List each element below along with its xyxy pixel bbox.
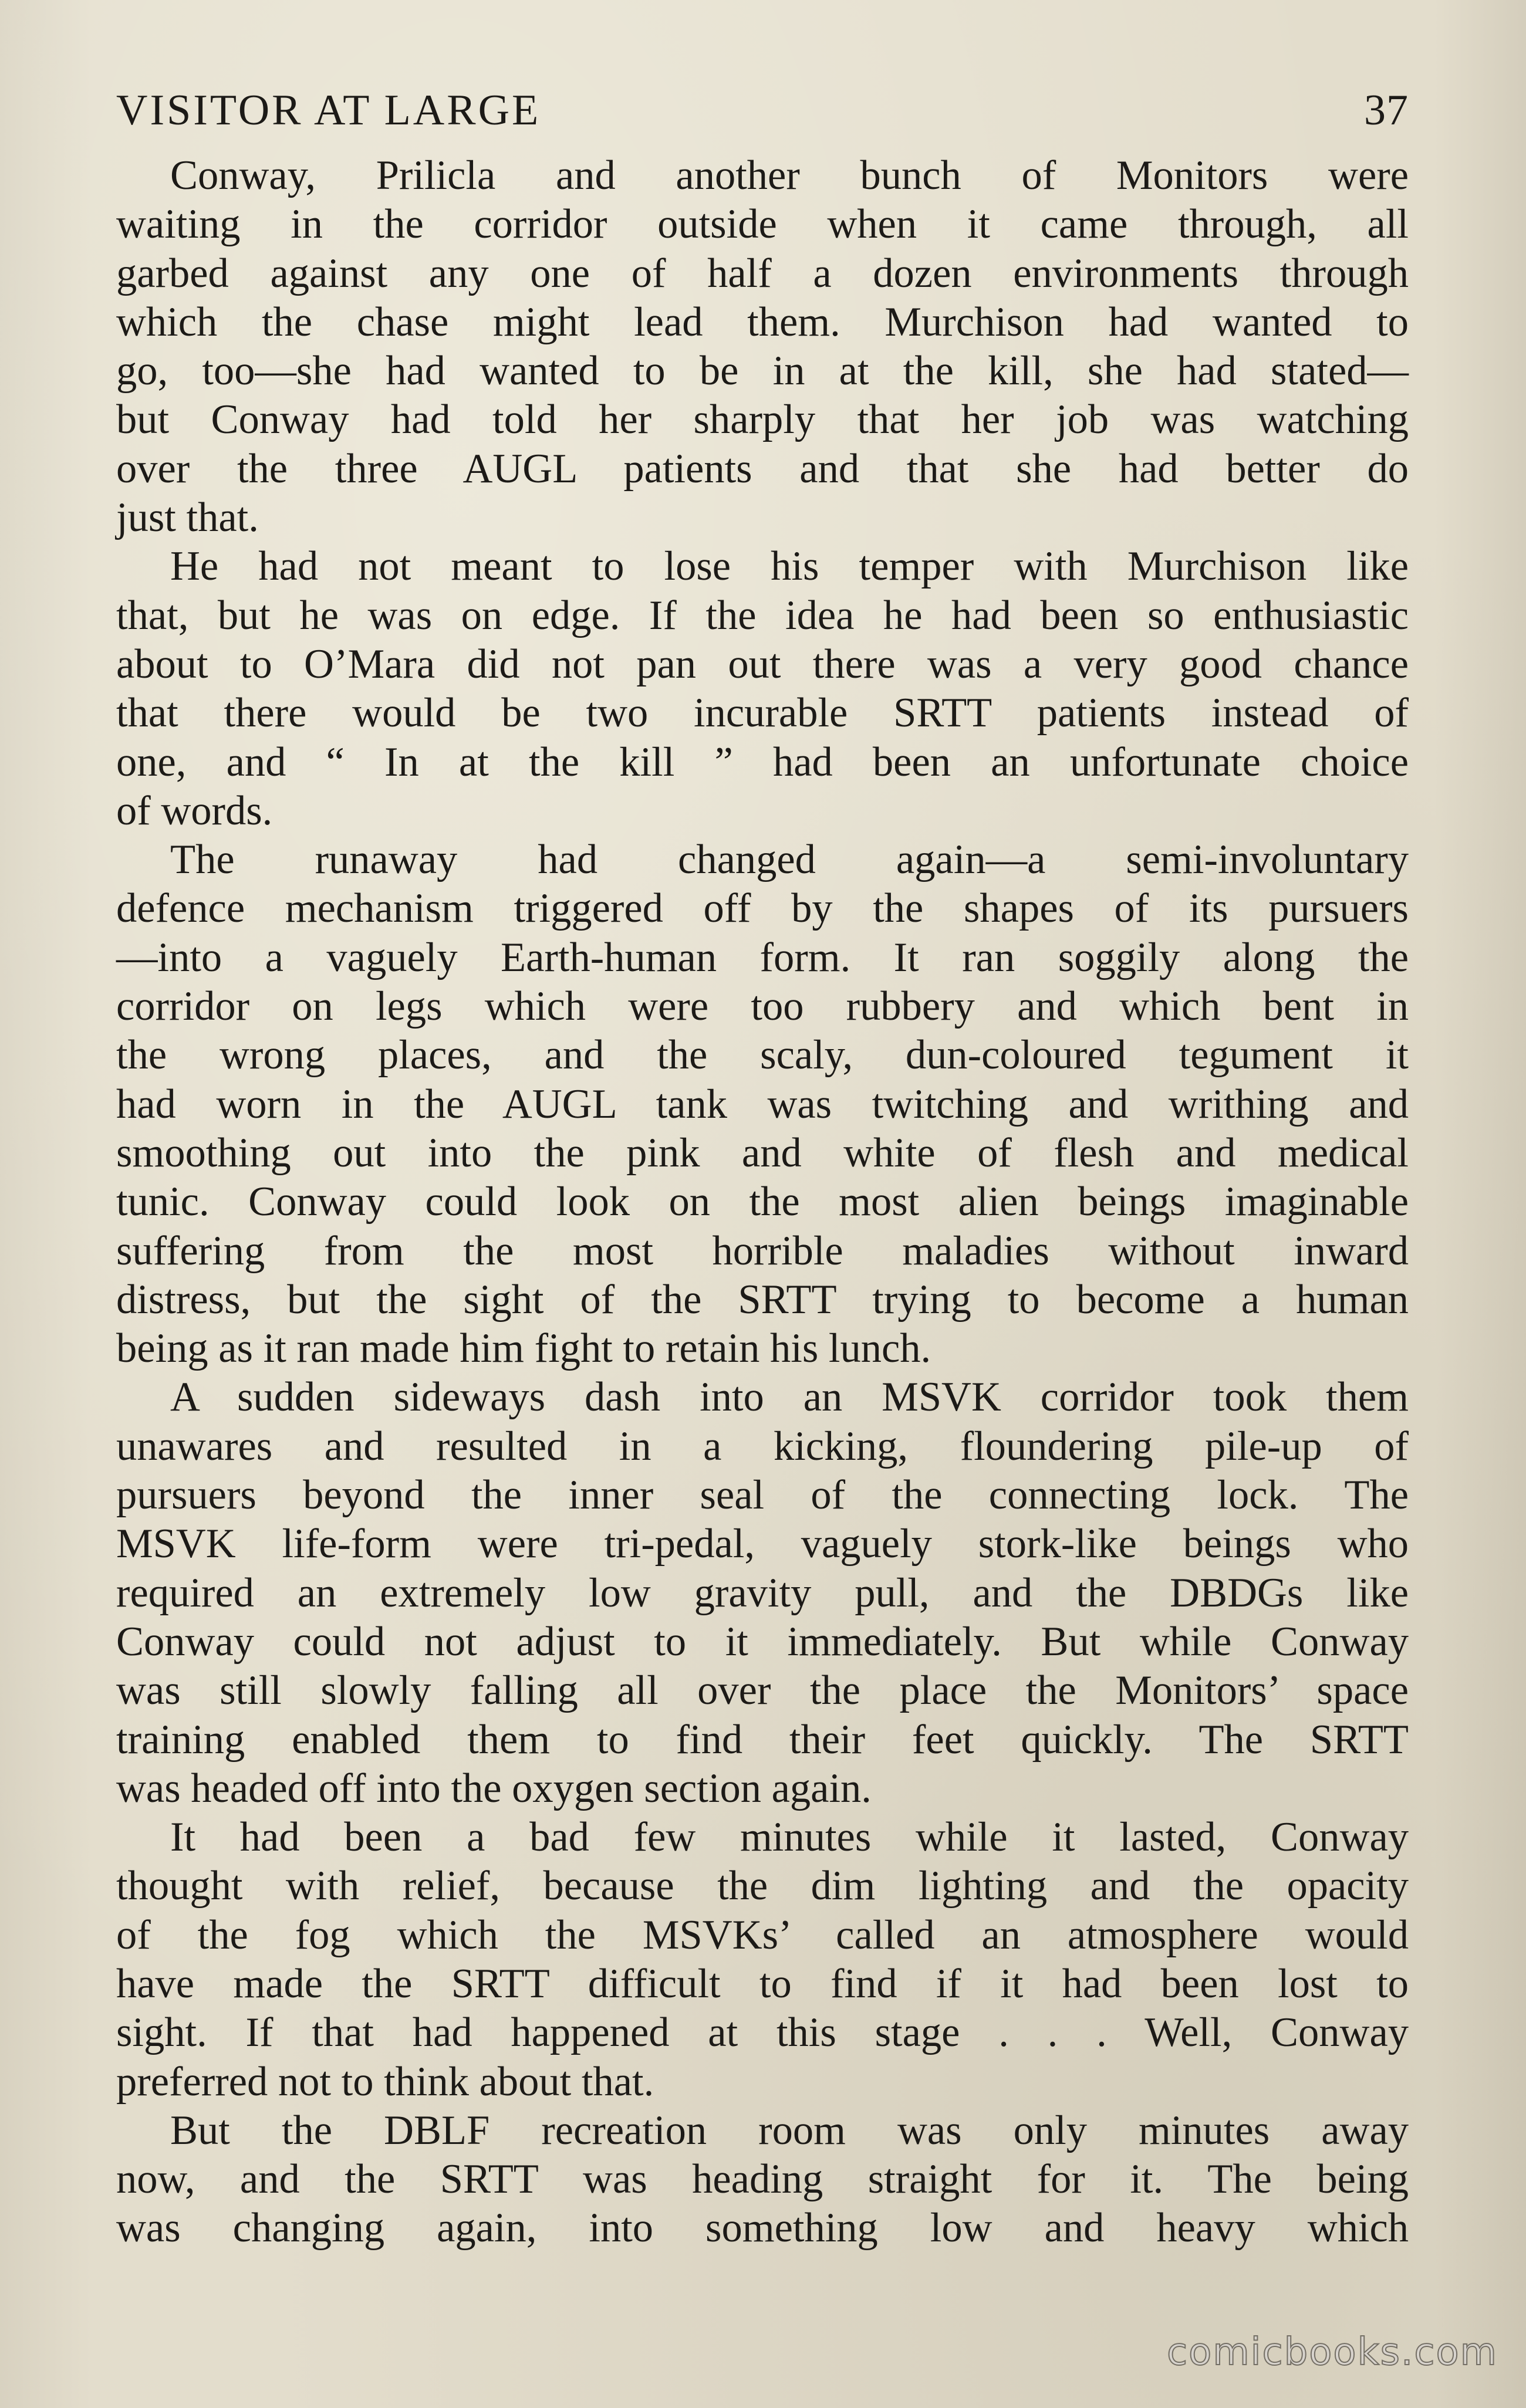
- paragraph: [116, 1813, 1409, 2106]
- text-line: preferred not to think about that.: [116, 2058, 654, 2105]
- text-line: which the chase might lead them. Murchison had wanted to: [116, 299, 1409, 345]
- text-line: was headed off into the oxygen section again.: [116, 1765, 872, 1811]
- text-line: that, but he was on edge. If the idea he had been so enthusiastic: [116, 592, 1409, 638]
- body-text: [116, 151, 1409, 2253]
- text-line: suffering from the most horrible maladies without inward: [116, 1227, 1409, 1274]
- text-line: garbed against any one of half a dozen environments through: [116, 250, 1409, 296]
- text-line: defence mechanism triggered off by the shapes of its pursuers: [116, 885, 1409, 932]
- paragraph: [116, 836, 1409, 1373]
- text-line: unawares and resulted in a kicking, floundering pile-up of: [116, 1423, 1409, 1469]
- text-line: of words.: [116, 787, 273, 834]
- text-line: being as it ran made him fight to retain his lunch.: [116, 1325, 931, 1372]
- text-line: training enabled them to find their feet quickly. The SRTT: [116, 1716, 1409, 1763]
- text-line: Conway, Prilicla and another bunch of Monitors were: [170, 153, 1409, 198]
- text-line: waiting in the corridor outside when it came through, all: [116, 201, 1409, 248]
- paragraph: [116, 2106, 1409, 2253]
- running-header: [116, 81, 1409, 140]
- text-line: one, and “ In at the kill ” had been an unfortunate choice: [116, 739, 1409, 785]
- text-line: about to O’Mara did not pan out there was a very good chance: [116, 641, 1409, 687]
- text-line: The runaway had changed again—a semi-involuntary: [170, 837, 1409, 883]
- text-line: tunic. Conway could look on the most alien beings imaginable: [116, 1179, 1409, 1225]
- paragraph: [116, 542, 1409, 836]
- text-line: had worn in the AUGL tank was twitching and writhing and: [116, 1081, 1409, 1127]
- text-line: But the DBLF recreation room was only minutes away: [170, 2107, 1409, 2153]
- text-line: the wrong places, and the scaly, dun-coloured tegument it: [116, 1032, 1409, 1078]
- paragraph: [116, 151, 1409, 542]
- text-line: over the three AUGL patients and that she had better do: [116, 445, 1409, 492]
- running-title: VISITOR AT LARGE: [116, 86, 541, 134]
- text-line: was changing again, into something low and heavy which: [116, 2205, 1409, 2251]
- text-line: now, and the SRTT was heading straight for it. The being: [116, 2156, 1409, 2203]
- text-line: A sudden sideways dash into an MSVK corridor took them: [170, 1374, 1409, 1421]
- text-line: MSVK life-form were tri-pedal, vaguely stork-like beings who: [116, 1521, 1409, 1567]
- paragraph: [116, 1373, 1409, 1813]
- text-line: was still slowly falling all over the place the Monitors’ space: [116, 1668, 1409, 1714]
- text-line: corridor on legs which were too rubbery and which bent in: [116, 983, 1409, 1030]
- text-line: —into a vaguely Earth-human form. It ran soggily along the: [116, 934, 1409, 980]
- watermark: comicbooks.com: [1166, 2331, 1498, 2374]
- text-line: required an extremely low gravity pull, and the DBDGs like: [116, 1570, 1409, 1616]
- text-line: pursuers beyond the inner seal of the connecting lock. The: [116, 1472, 1409, 1518]
- text-line: It had been a bad few minutes while it lasted, Conway: [170, 1814, 1409, 1861]
- book-page: [116, 81, 1409, 2322]
- text-line: sight. If that had happened at this stage . . . Well, Conway: [116, 2010, 1409, 2056]
- text-line: smoothing out into the pink and white of flesh and medical: [116, 1129, 1409, 1176]
- text-line: thought with relief, because the dim lighting and the opacity: [116, 1863, 1409, 1909]
- text-line: have made the SRTT difficult to find if it had been lost to: [116, 1960, 1409, 2007]
- text-line: but Conway had told her sharply that her job was watching: [116, 397, 1409, 443]
- text-line: of the fog which the MSVKs’ called an atmosphere would: [116, 1912, 1409, 1958]
- text-line: distress, but the sight of the SRTT trying to become a human: [116, 1276, 1409, 1323]
- page-number: 37: [1364, 86, 1409, 134]
- text-line: Conway could not adjust to it immediately. But while Conway: [116, 1618, 1409, 1665]
- text-line: go, too—she had wanted to be in at the kill, she had stated—: [116, 348, 1409, 394]
- text-line: He had not meant to lose his temper with Murchison like: [170, 543, 1409, 590]
- text-line: that there would be two incurable SRTT patients instead of: [116, 690, 1409, 736]
- text-line: just that.: [116, 495, 259, 541]
